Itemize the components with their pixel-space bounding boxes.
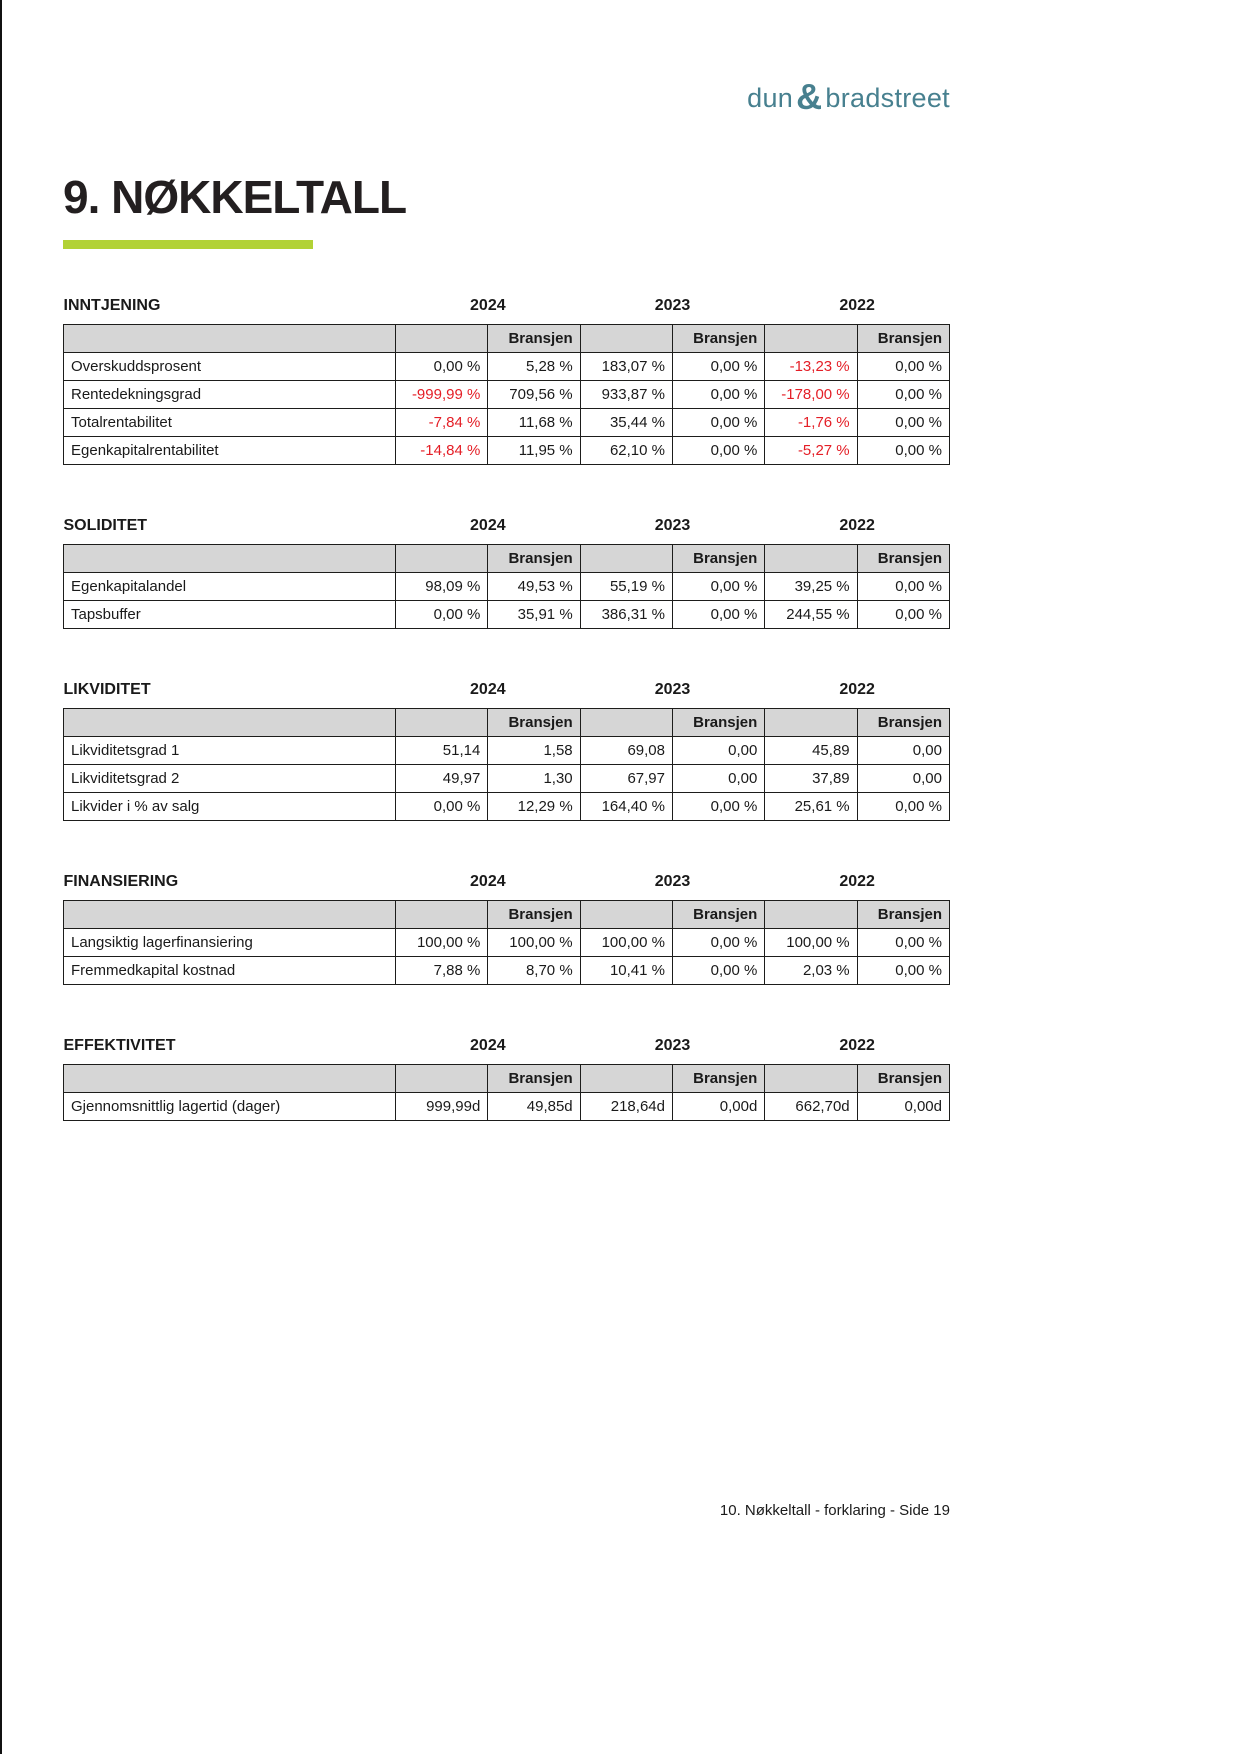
title-underline-bar — [63, 240, 313, 249]
table-row — [64, 765, 950, 793]
value-cell: 49,53 % — [488, 573, 580, 601]
value-cell: -1,76 % — [765, 409, 857, 437]
value-cell: 100,00 % — [765, 929, 857, 957]
bransjen-header: Bransjen — [488, 1065, 580, 1093]
empty-header-cell — [580, 901, 672, 929]
value-cell: 0,00 % — [857, 929, 949, 957]
value-cell: 0,00 % — [857, 437, 949, 465]
value-cell: 100,00 % — [396, 929, 488, 957]
ampersand-icon: & — [796, 76, 823, 117]
value-cell: 0,00 % — [857, 409, 949, 437]
table-row — [64, 957, 950, 985]
bransjen-header: Bransjen — [857, 901, 949, 929]
value-cell: 7,88 % — [396, 957, 488, 985]
year-header-row — [64, 681, 950, 709]
year-header: 2022 — [839, 1037, 875, 1054]
value-cell: -178,00 % — [765, 381, 857, 409]
value-cell: 69,08 — [580, 737, 672, 765]
value-cell: 0,00 % — [857, 381, 949, 409]
page-title: 9. NØKKELTALL — [63, 171, 407, 223]
empty-header-cell — [580, 545, 672, 573]
value-cell: -5,27 % — [765, 437, 857, 465]
row-label: Totalrentabilitet — [64, 409, 396, 437]
value-cell: 0,00 % — [857, 793, 949, 821]
value-cell: 662,70d — [765, 1093, 857, 1121]
value-cell: 999,99d — [396, 1093, 488, 1121]
value-cell: 0,00 % — [396, 793, 488, 821]
value-cell: 0,00 — [672, 765, 764, 793]
table-row — [64, 573, 950, 601]
bransjen-header: Bransjen — [672, 545, 764, 573]
value-cell: 933,87 % — [580, 381, 672, 409]
value-cell: 0,00 % — [396, 601, 488, 629]
empty-header-cell — [64, 1065, 396, 1093]
row-label: Tapsbuffer — [64, 601, 396, 629]
bransjen-header: Bransjen — [488, 325, 580, 353]
sections — [63, 297, 950, 1121]
bransjen-header-row — [64, 1065, 950, 1093]
empty-header-cell — [396, 901, 488, 929]
bransjen-header: Bransjen — [488, 709, 580, 737]
value-cell: 0,00d — [857, 1093, 949, 1121]
year-header-row — [64, 873, 950, 901]
value-cell: 35,91 % — [488, 601, 580, 629]
value-cell: 0,00 % — [672, 957, 764, 985]
year-header: 2023 — [654, 517, 691, 534]
value-cell: 0,00 % — [672, 929, 764, 957]
table-row — [64, 1093, 950, 1121]
row-label: Egenkapitalandel — [64, 573, 396, 601]
value-cell: 100,00 % — [580, 929, 672, 957]
year-header: 2024 — [470, 873, 506, 890]
table-row — [64, 737, 950, 765]
row-label: Likviditetsgrad 1 — [64, 737, 396, 765]
bransjen-header: Bransjen — [857, 325, 949, 353]
value-cell: 39,25 % — [765, 573, 857, 601]
value-cell: 11,95 % — [488, 437, 580, 465]
value-cell: 25,61 % — [765, 793, 857, 821]
table-row — [64, 381, 950, 409]
kpi-table-likviditet — [63, 681, 950, 821]
value-cell: 2,03 % — [765, 957, 857, 985]
year-header: 2024 — [470, 1037, 506, 1054]
empty-header-cell — [580, 1065, 672, 1093]
logo-text-bradstreet: bradstreet — [825, 83, 950, 113]
bransjen-header: Bransjen — [857, 709, 949, 737]
bransjen-header: Bransjen — [672, 901, 764, 929]
year-header: 2024 — [470, 297, 506, 314]
value-cell: 55,19 % — [580, 573, 672, 601]
value-cell: 0,00 % — [672, 601, 764, 629]
table-row — [64, 353, 950, 381]
bransjen-header-row — [64, 901, 950, 929]
page-footer: 10. Nøkkeltall - forklaring - Side 19 — [719, 1502, 950, 1519]
value-cell: 98,09 % — [396, 573, 488, 601]
row-label: Likviditetsgrad 2 — [64, 765, 396, 793]
value-cell: 1,30 — [488, 765, 580, 793]
year-header: 2023 — [654, 873, 691, 890]
empty-header-cell — [580, 325, 672, 353]
value-cell: 386,31 % — [580, 601, 672, 629]
value-cell: 5,28 % — [488, 353, 580, 381]
table-row — [64, 437, 950, 465]
value-cell: 709,56 % — [488, 381, 580, 409]
value-cell: 0,00 % — [857, 957, 949, 985]
report-page — [63, 0, 950, 1754]
empty-header-cell — [396, 1065, 488, 1093]
value-cell: 0,00 % — [672, 353, 764, 381]
logo-text-dun: dun — [747, 83, 794, 113]
year-header: 2024 — [470, 681, 506, 698]
value-cell: 11,68 % — [488, 409, 580, 437]
bransjen-header: Bransjen — [672, 1065, 764, 1093]
year-header-row — [64, 517, 950, 545]
empty-header-cell — [64, 545, 396, 573]
empty-header-cell — [396, 709, 488, 737]
value-cell: 0,00 % — [672, 573, 764, 601]
year-header: 2023 — [654, 297, 691, 314]
year-header: 2022 — [839, 873, 875, 890]
kpi-table-effektivitet — [63, 1037, 950, 1121]
bransjen-header: Bransjen — [857, 1065, 949, 1093]
value-cell: 0,00 — [672, 737, 764, 765]
value-cell: 45,89 — [765, 737, 857, 765]
table-row — [64, 601, 950, 629]
bransjen-header-row — [64, 325, 950, 353]
value-cell: 1,58 — [488, 737, 580, 765]
dnb-logo — [63, 74, 950, 116]
value-cell: 0,00 % — [857, 353, 949, 381]
year-header-row — [64, 1037, 950, 1065]
row-label: Fremmedkapital kostnad — [64, 957, 396, 985]
value-cell: -14,84 % — [396, 437, 488, 465]
value-cell: 0,00 % — [672, 381, 764, 409]
value-cell: 0,00 % — [672, 409, 764, 437]
bransjen-header: Bransjen — [857, 545, 949, 573]
row-label: Likvider i % av salg — [64, 793, 396, 821]
value-cell: 37,89 — [765, 765, 857, 793]
value-cell: 0,00 % — [672, 437, 764, 465]
row-label: Egenkapitalrentabilitet — [64, 437, 396, 465]
year-header: 2022 — [839, 297, 875, 314]
value-cell: -999,99 % — [396, 381, 488, 409]
value-cell: 10,41 % — [580, 957, 672, 985]
bransjen-header-row — [64, 545, 950, 573]
value-cell: 51,14 — [396, 737, 488, 765]
value-cell: 12,29 % — [488, 793, 580, 821]
value-cell: 244,55 % — [765, 601, 857, 629]
value-cell: 49,97 — [396, 765, 488, 793]
value-cell: -13,23 % — [765, 353, 857, 381]
row-label: Overskuddsprosent — [64, 353, 396, 381]
value-cell: 0,00 — [857, 737, 949, 765]
table-row — [64, 929, 950, 957]
bransjen-header: Bransjen — [488, 545, 580, 573]
row-label: Gjennomsnittlig lagertid (dager) — [64, 1093, 396, 1121]
table-row — [64, 793, 950, 821]
value-cell: -7,84 % — [396, 409, 488, 437]
value-cell: 0,00 % — [396, 353, 488, 381]
section-title: INNTJENING — [63, 297, 161, 314]
year-header: 2023 — [654, 681, 691, 698]
year-header: 2024 — [470, 517, 506, 534]
empty-header-cell — [765, 709, 857, 737]
value-cell: 62,10 % — [580, 437, 672, 465]
section-title: LIKVIDITET — [63, 681, 151, 698]
value-cell: 218,64d — [580, 1093, 672, 1121]
value-cell: 0,00 % — [672, 793, 764, 821]
value-cell: 0,00 % — [857, 601, 949, 629]
empty-header-cell — [396, 545, 488, 573]
year-header-row — [64, 297, 950, 325]
value-cell: 35,44 % — [580, 409, 672, 437]
section-title: FINANSIERING — [63, 873, 179, 890]
section-title: EFFEKTIVITET — [63, 1037, 176, 1054]
empty-header-cell — [765, 545, 857, 573]
bransjen-header: Bransjen — [672, 325, 764, 353]
value-cell: 0,00 — [857, 765, 949, 793]
kpi-table-finansiering — [63, 873, 950, 985]
empty-header-cell — [765, 901, 857, 929]
empty-header-cell — [396, 325, 488, 353]
value-cell: 49,85d — [488, 1093, 580, 1121]
bransjen-header: Bransjen — [488, 901, 580, 929]
section-title: SOLIDITET — [63, 517, 148, 534]
year-header: 2022 — [839, 681, 875, 698]
row-label: Langsiktig lagerfinansiering — [64, 929, 396, 957]
value-cell: 0,00d — [672, 1093, 764, 1121]
value-cell: 164,40 % — [580, 793, 672, 821]
row-label: Rentedekningsgrad — [64, 381, 396, 409]
kpi-table-soliditet — [63, 517, 950, 629]
value-cell: 100,00 % — [488, 929, 580, 957]
empty-header-cell — [64, 901, 396, 929]
empty-header-cell — [64, 325, 396, 353]
empty-header-cell — [765, 325, 857, 353]
year-header: 2023 — [654, 1037, 691, 1054]
value-cell: 0,00 % — [857, 573, 949, 601]
page-left-edge — [0, 0, 2, 1754]
year-header: 2022 — [839, 517, 875, 534]
kpi-table-inntjening — [63, 297, 950, 465]
empty-header-cell — [64, 709, 396, 737]
value-cell: 8,70 % — [488, 957, 580, 985]
empty-header-cell — [765, 1065, 857, 1093]
value-cell: 183,07 % — [580, 353, 672, 381]
bransjen-header-row — [64, 709, 950, 737]
value-cell: 67,97 — [580, 765, 672, 793]
bransjen-header: Bransjen — [672, 709, 764, 737]
empty-header-cell — [580, 709, 672, 737]
table-row — [64, 409, 950, 437]
